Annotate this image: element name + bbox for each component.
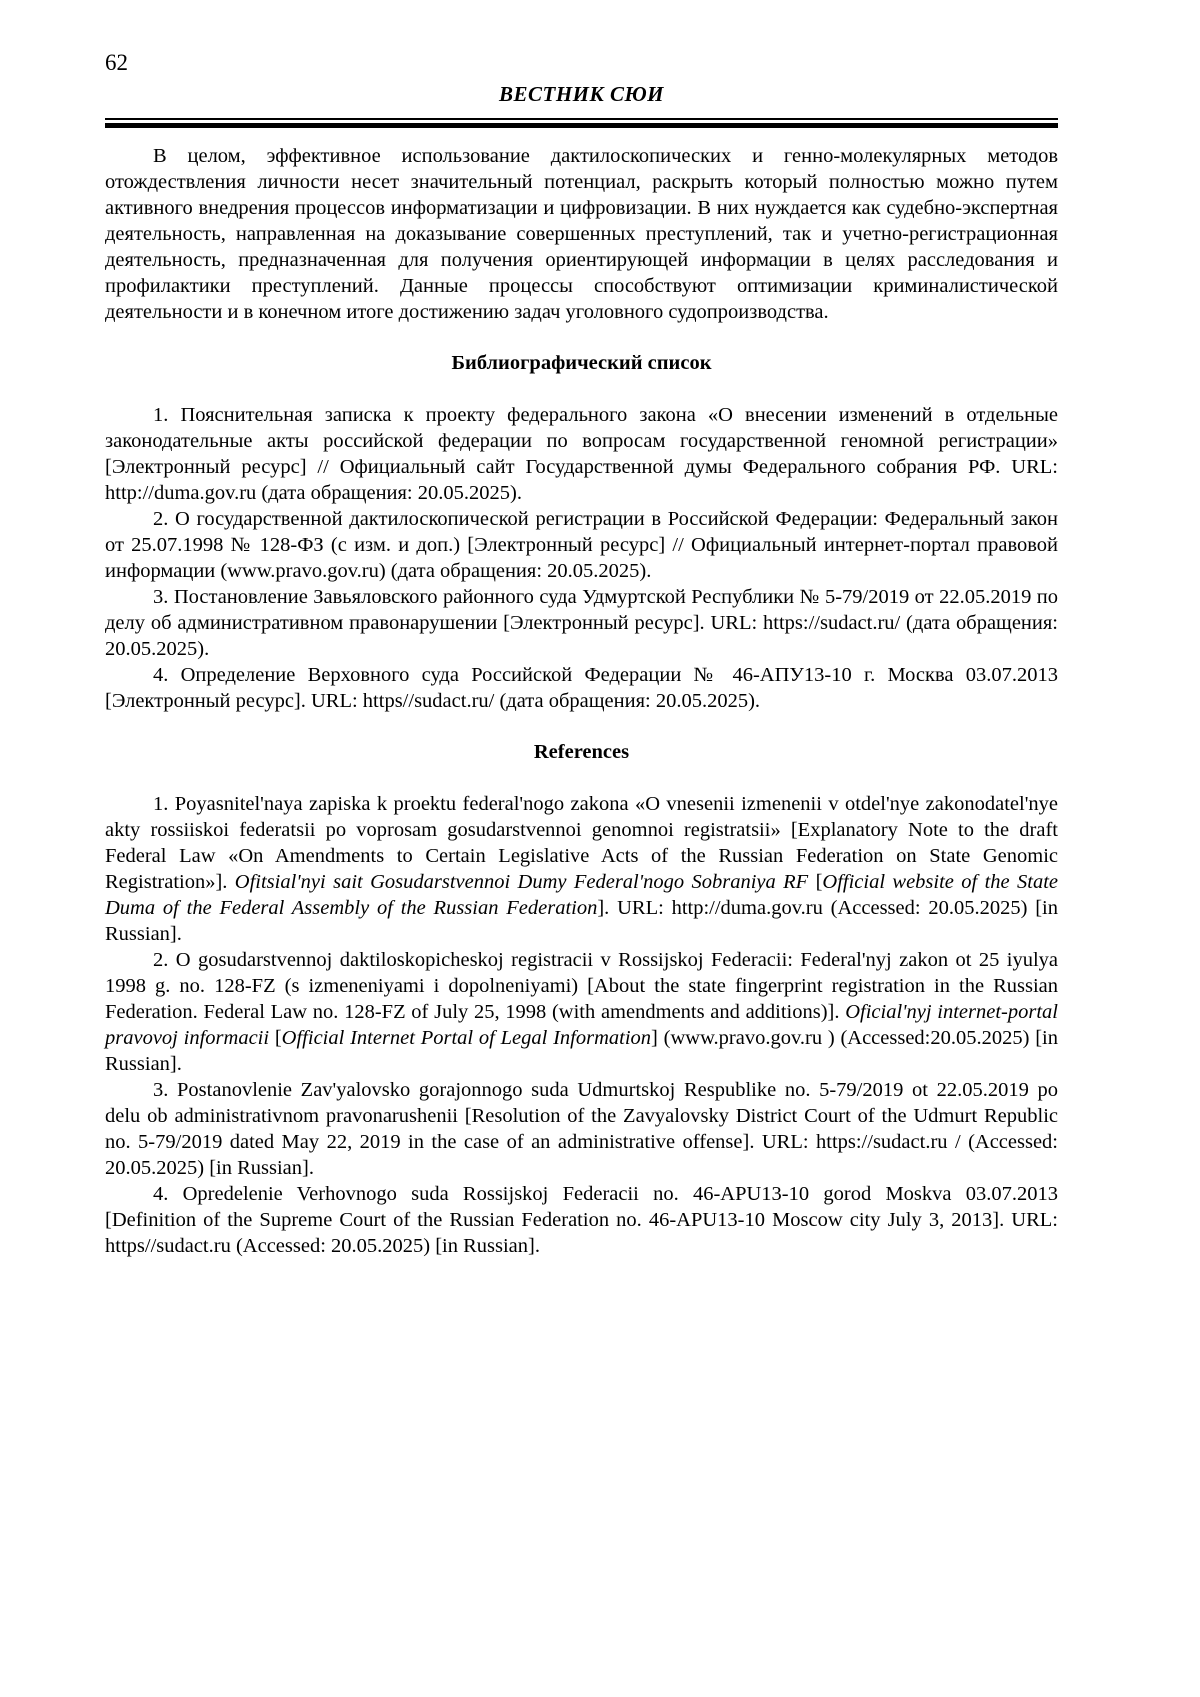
bibliography-item: 1. Пояснительная записка к проекту федерального закона «О внесении изменений в отдельные законодательные акты российской федерации по вопросам государственной геномной регистрации» [Электронный ресурс] // Официальный сайт Государственной думы Федерального собрания РФ. URL: http://duma.gov.ru (дата обращения: 20.05.2025). [105, 404, 1058, 504]
bibliography-item: 2. О государственной дактилоскопической регистрации в Российской Федерации: Федеральный закон от 25.07.1998 № 128-ФЗ (с изм. и доп.) [Электронный ресурс] // Официальный интернет-портал правовой информации (www.pravo.gov.ru) (дата обращения: 20.05.2025). [105, 508, 1058, 582]
reference-item [105, 947, 1058, 1077]
header-rule [105, 118, 1058, 128]
bibliography-item: 4. Определение Верховного суда Российской Федерации № 46-АПУ13-10 г. Москва 03.07.2013 [Электронный ресурс]. URL: https//sudact.ru/ (дата обращения: 20.05.2025). [105, 664, 1058, 712]
page-number: 62 [105, 50, 128, 75]
reference-segment: [ [808, 871, 823, 893]
references-list [105, 791, 1058, 1259]
reference-segment-italic: Oficial'nyj internet-portal pravovoj informacii [105, 1001, 1058, 1049]
reference-segment-italic: Ofitsial'nyi sait Gosudarstvennoi Dumy Federal'nogo Sobraniya RF [234, 871, 809, 893]
reference-segment: 3. Postanovlenie Zav'yalovsko gorajonnogo suda Udmurtskoj Respublike no. 5-79/2019 ot 22.05.2019 po delu ob administrativnom pravonarushenii [Resolution of the Zavyalovsky District Court of the Udmurt Republic no. 5-79/2019 dated May 22, 2019 in the case of an administrative offense]. URL: https://sudact.ru / (Accessed: 20.05.2025) [in Russian]. [105, 1079, 1058, 1179]
reference-segment: [ [269, 1027, 282, 1049]
reference-item [105, 791, 1058, 947]
reference-segment: ]. URL: http://duma.gov.ru (Accessed: 20.05.2025) [in Russian]. [105, 897, 1058, 945]
bibliography-heading: Библиографический список [451, 352, 712, 374]
reference-segment-italic: Official Internet Portal of Legal Information [281, 1027, 652, 1049]
reference-item [105, 1077, 1058, 1181]
reference-segment: 2. O gosudarstvennoj daktiloskopicheskoj registracii v Rossijskoj Federacii: Federal'nyj zakon ot 25 iyulya 1998 g. no. 128-FZ (s izmeneniyami i dopolneniyami) [About the state fingerprint registration in the Russian Federation. Federal Law no. 128-FZ of July 25, 1998 (with amendments and additions)]. [105, 949, 1058, 1023]
intro-paragraph: В целом, эффективное использование дактилоскопических и генно-молекулярных методов отождествления личности несет значительный потенциал, раскрыть который полностью можно путем активного внедрения процессов информатизации и цифровизации. В них нуждается как судебно-экспертная деятельность, направленная на доказывание совершенных преступлений, так и учетно-регистрационная деятельность, предназначенная для получения ориентирующей информации в целях расследования и профилактики преступлений. Данные процессы способствуют оптимизации криминалистической деятельности и в конечном итоге достижению задач уголовного судопроизводства. [105, 145, 1058, 323]
references-heading: References [533, 741, 630, 763]
journal-title: ВЕСТНИК СЮИ [498, 82, 665, 106]
reference-segment: ] (www.pravo.gov.ru ) (Accessed:20.05.2025) [in Russian]. [105, 1027, 1058, 1075]
page-header [105, 50, 1058, 128]
bibliography-list [105, 402, 1058, 714]
reference-segment: 1. Poyasnitel'naya zapiska k proektu federal'nogo zakona «O vnesenii izmenenii v otdel'nye zakonodatel'nye akty rossiiskoi federatsii po voprosam gosudarstvennoi genomnoi registratsii» [Explanatory Note to the draft Federal Law «On Amendments to Certain Legislative Acts of the Russian Federation on State Genomic Registration»]. [105, 793, 1058, 893]
reference-segment-italic: Official website of the State Duma of the Federal Assembly of the Russian Federation [105, 871, 1058, 919]
bibliography-item: 3. Постановление Завьяловского районного суда Удмуртской Республики № 5-79/2019 от 22.05.2019 по делу об административном правонарушении [Электронный ресурс]. URL: https://sudact.ru/ (дата обращения: 20.05.2025). [105, 586, 1058, 660]
reference-segment: 4. Opredelenie Verhovnogo suda Rossijskoj Federacii no. 46-APU13-10 gorod Moskva 03.07.2013 [Definition of the Supreme Court of the Russian Federation no. 46-APU13-10 Moscow city July 3, 2013]. URL: https//sudact.ru (Accessed: 20.05.2025) [in Russian]. [105, 1183, 1058, 1257]
reference-item [105, 1181, 1058, 1259]
